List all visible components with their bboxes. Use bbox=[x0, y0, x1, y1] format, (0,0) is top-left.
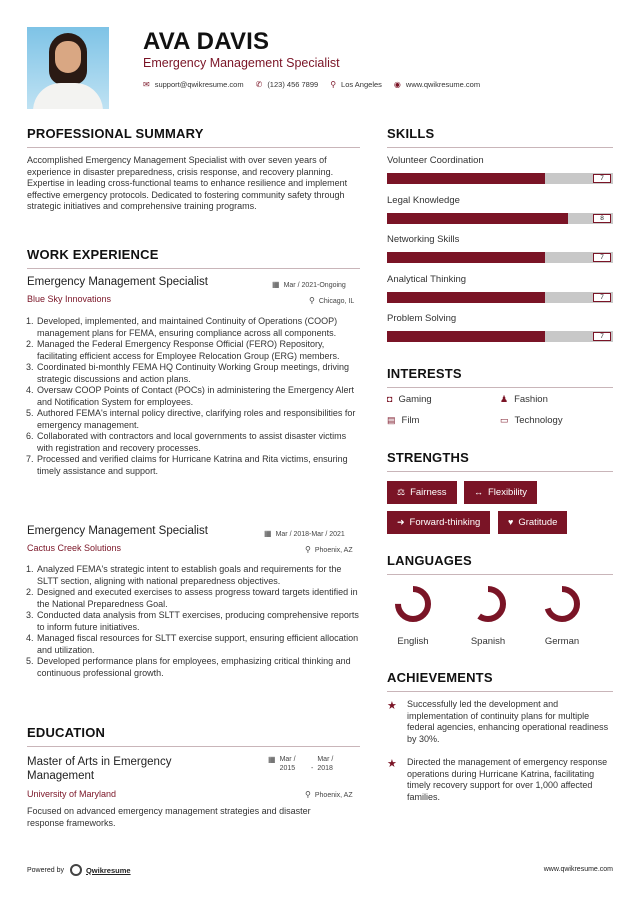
contact-phone[interactable]: (123) 456 7899 bbox=[267, 80, 319, 89]
globe-icon: ◉ bbox=[393, 80, 401, 89]
edu-end-line1: Mar / bbox=[317, 756, 334, 763]
skill-bar-fill bbox=[387, 213, 568, 224]
job-location bbox=[309, 296, 354, 305]
job-dates bbox=[264, 529, 345, 538]
strength-tag bbox=[464, 481, 537, 504]
candidate-title: Emergency Management Specialist bbox=[143, 56, 340, 70]
job-dates-text: Mar / 2018-Mar / 2021 bbox=[275, 531, 345, 538]
list-item: 1. Analyzed FEMA's strategic intent to establish goals and requirements for the SLTT section, aligning with national preparedness objectives. bbox=[36, 564, 360, 587]
list-item: 4. Oversaw COOP Points of Contact (POCs) in administering the Emergency Alert and Notification System for employees. bbox=[36, 385, 360, 408]
interest-item bbox=[387, 415, 419, 426]
skill-label: Volunteer Coordination bbox=[387, 155, 484, 166]
contact-email[interactable]: support@qwikresume.com bbox=[154, 80, 244, 89]
interest-label: Film bbox=[401, 415, 420, 426]
skill-bar bbox=[387, 173, 613, 184]
summary-divider bbox=[27, 147, 360, 148]
interests-divider bbox=[387, 387, 613, 388]
interest-item bbox=[500, 415, 563, 426]
skill-label: Analytical Thinking bbox=[387, 273, 467, 285]
summary-heading: PROFESSIONAL SUMMARY bbox=[27, 126, 204, 141]
job-location-text: Phoenix, AZ bbox=[314, 547, 353, 554]
calendar-icon: ▦ bbox=[268, 755, 276, 764]
film-icon: ▤ bbox=[387, 415, 396, 425]
job-dates-text: Mar / 2021-Ongoing bbox=[283, 282, 346, 289]
achievement-item: Successfully led the development and implementation of continuity plans for multiple federal agencies, enhancing operational readiness by 30%. bbox=[407, 699, 609, 744]
skill-bar bbox=[387, 292, 613, 303]
job-title: Emergency Management Specialist bbox=[27, 276, 208, 288]
skills-heading: SKILLS bbox=[387, 126, 435, 141]
job-location bbox=[305, 545, 353, 554]
skill-value: 7 bbox=[593, 253, 611, 262]
list-item: 5. Authored FEMA's internal policy directive, clarifying roles and responsibilities for emergency management. bbox=[36, 408, 360, 431]
interest-label: Fashion bbox=[514, 394, 548, 405]
laptop-icon: ▭ bbox=[500, 415, 509, 425]
education-description: Focused on advanced emergency management strategies and disaster response frameworks. bbox=[27, 806, 311, 828]
interests-heading: INTERESTS bbox=[387, 366, 462, 381]
list-item: 7. Processed and verified claims for Hurricane Katrina and Rita victims, ensuring timely assistance and support. bbox=[36, 454, 360, 477]
list-item: 3. Conducted data analysis from SLTT exercises, producing comprehensive reports to inform future initiatives. bbox=[36, 610, 360, 633]
languages-heading: LANGUAGES bbox=[387, 553, 472, 568]
shirt-icon: ♟ bbox=[500, 394, 509, 404]
degree-title: Master of Arts in Emergency Management bbox=[27, 756, 172, 782]
contact-bar bbox=[143, 80, 492, 89]
gamepad-icon: ◘ bbox=[387, 394, 393, 404]
skill-label: Problem Solving bbox=[387, 313, 457, 324]
footer-powered bbox=[27, 864, 131, 876]
profile-photo bbox=[27, 27, 109, 109]
skill-bar bbox=[387, 252, 613, 263]
arrows-icon: ↔ bbox=[474, 487, 483, 497]
language-level-ring bbox=[542, 584, 582, 624]
edu-end: -Mar / 2018 bbox=[311, 756, 334, 772]
star-flag-icon: ★ bbox=[387, 700, 397, 712]
skill-value: 7 bbox=[593, 332, 611, 341]
strength-tag bbox=[498, 511, 567, 534]
strength-label: Forward-thinking bbox=[409, 517, 481, 528]
job-company: Cactus Creek Solutions bbox=[27, 543, 122, 553]
work-divider bbox=[27, 268, 360, 269]
interest-label: Gaming bbox=[398, 394, 432, 405]
achievements-divider bbox=[387, 691, 613, 692]
education-heading: EDUCATION bbox=[27, 725, 106, 740]
contact-website[interactable]: www.qwikresume.com bbox=[405, 80, 481, 89]
skill-bar-fill bbox=[387, 252, 545, 263]
language-level-ring bbox=[468, 584, 508, 624]
skill-label: Networking Skills bbox=[387, 234, 460, 245]
list-item: 5. Developed performance plans for employees, emphasizing critical thinking and continuous professional growth. bbox=[36, 656, 360, 679]
skill-bar-fill bbox=[387, 331, 545, 342]
email-icon: ✉ bbox=[143, 80, 150, 89]
edu-start bbox=[268, 755, 296, 773]
edu-location bbox=[305, 790, 353, 799]
strength-tag bbox=[387, 511, 490, 534]
skill-bar-fill bbox=[387, 292, 545, 303]
languages-divider bbox=[387, 574, 613, 575]
footer-website[interactable]: www.qwikresume.com bbox=[543, 866, 613, 873]
list-item: 2. Managed the Federal Emergency Response Official (FERO) Repository, facilitating efficient access for Employee Relocation Group (ERG) members. bbox=[36, 339, 360, 362]
contact-location: Los Angeles bbox=[341, 80, 382, 89]
strength-tag bbox=[387, 481, 457, 504]
list-item: 4. Managed fiscal resources for SLTT exercise support, ensuring efficient allocation and utilization. bbox=[36, 633, 360, 656]
strengths-divider bbox=[387, 471, 613, 472]
phone-icon: ✆ bbox=[255, 80, 263, 89]
location-pin-icon: ⚲ bbox=[309, 296, 315, 305]
heart-icon: ♥ bbox=[508, 517, 514, 527]
achievements-heading: ACHIEVEMENTS bbox=[387, 670, 493, 685]
strengths-heading: STRENGTHS bbox=[387, 450, 469, 465]
location-pin-icon: ⚲ bbox=[330, 80, 337, 89]
edu-start-line2: 2015 bbox=[279, 765, 296, 772]
skill-value: 7 bbox=[593, 174, 611, 183]
skill-label: Legal Knowledge bbox=[387, 194, 460, 206]
work-heading: WORK EXPERIENCE bbox=[27, 247, 159, 262]
calendar-icon: ▦ bbox=[272, 280, 280, 289]
edu-start-line1: Mar / bbox=[279, 756, 296, 763]
strength-label: Fairness bbox=[410, 487, 447, 498]
language-level-ring bbox=[393, 584, 433, 624]
interest-item bbox=[500, 394, 548, 405]
edu-location-text: Phoenix, AZ bbox=[314, 792, 353, 799]
scale-icon: ⚖ bbox=[397, 487, 406, 497]
skill-value: 7 bbox=[593, 293, 611, 302]
language-label: English bbox=[397, 636, 429, 647]
skill-bar bbox=[387, 213, 613, 224]
skill-bar bbox=[387, 331, 613, 342]
candidate-name: AVA DAVIS bbox=[143, 28, 270, 55]
star-flag-icon: ★ bbox=[387, 758, 397, 770]
language-label: German bbox=[544, 636, 580, 647]
qwikresume-logo-icon bbox=[70, 864, 82, 876]
list-item: 6. Collaborated with contractors and local governments to assist disaster victims with registration and recovery processes. bbox=[36, 431, 360, 454]
strength-label: Gratitude bbox=[518, 517, 558, 528]
skill-bar-fill bbox=[387, 173, 545, 184]
skill-value: 8 bbox=[593, 214, 611, 223]
job-location-text: Chicago, IL bbox=[318, 298, 355, 305]
summary-text: Accomplished Emergency Management Specialist with over seven years of experience in disaster preparedness, crisis response, and recovery planning. Expertise in leading cross-functional teams to enhance resilience and implement effective emergency protocols. Dedicated to fostering community safety through strategic initiatives and comprehensive training programs. bbox=[27, 155, 348, 211]
interest-label: Technology bbox=[514, 415, 563, 426]
list-item: 2. Designed and executed exercises to assess progress toward targets identified in the National Preparedness Goal. bbox=[36, 587, 360, 610]
job-company: Blue Sky Innovations bbox=[27, 294, 112, 304]
powered-by-text: Powered by bbox=[27, 866, 64, 874]
location-pin-icon: ⚲ bbox=[305, 790, 311, 799]
job-dates bbox=[272, 280, 346, 289]
skills-divider bbox=[387, 147, 613, 148]
job-bullets bbox=[27, 564, 360, 679]
list-item: 3. Coordinated bi-monthly FEMA HQ Continuity Working Group meetings, driving strategic discussions and action plans. bbox=[36, 362, 360, 385]
calendar-icon: ▦ bbox=[264, 529, 272, 538]
language-label: Spanish bbox=[470, 636, 506, 647]
achievement-item: Directed the management of emergency response operations during Hurricane Katrina, facilitating timely recovery support for over 1,000 affected families. bbox=[407, 757, 608, 802]
list-item: 1. Developed, implemented, and maintained Continuity of Operations (COOP) management plans for FEMA, ensuring compliance across all components. bbox=[36, 316, 360, 339]
education-divider bbox=[27, 746, 360, 747]
arrow-right-icon: ➜ bbox=[397, 517, 405, 527]
interest-item bbox=[387, 394, 432, 405]
job-bullets bbox=[27, 316, 360, 477]
edu-end-line2: 2018 bbox=[317, 765, 333, 772]
strength-label: Flexibility bbox=[488, 487, 528, 498]
brand-link[interactable]: Qwikresume bbox=[85, 865, 131, 875]
location-pin-icon: ⚲ bbox=[305, 545, 311, 554]
job-title: Emergency Management Specialist bbox=[27, 525, 208, 537]
school-name: University of Maryland bbox=[27, 789, 117, 799]
